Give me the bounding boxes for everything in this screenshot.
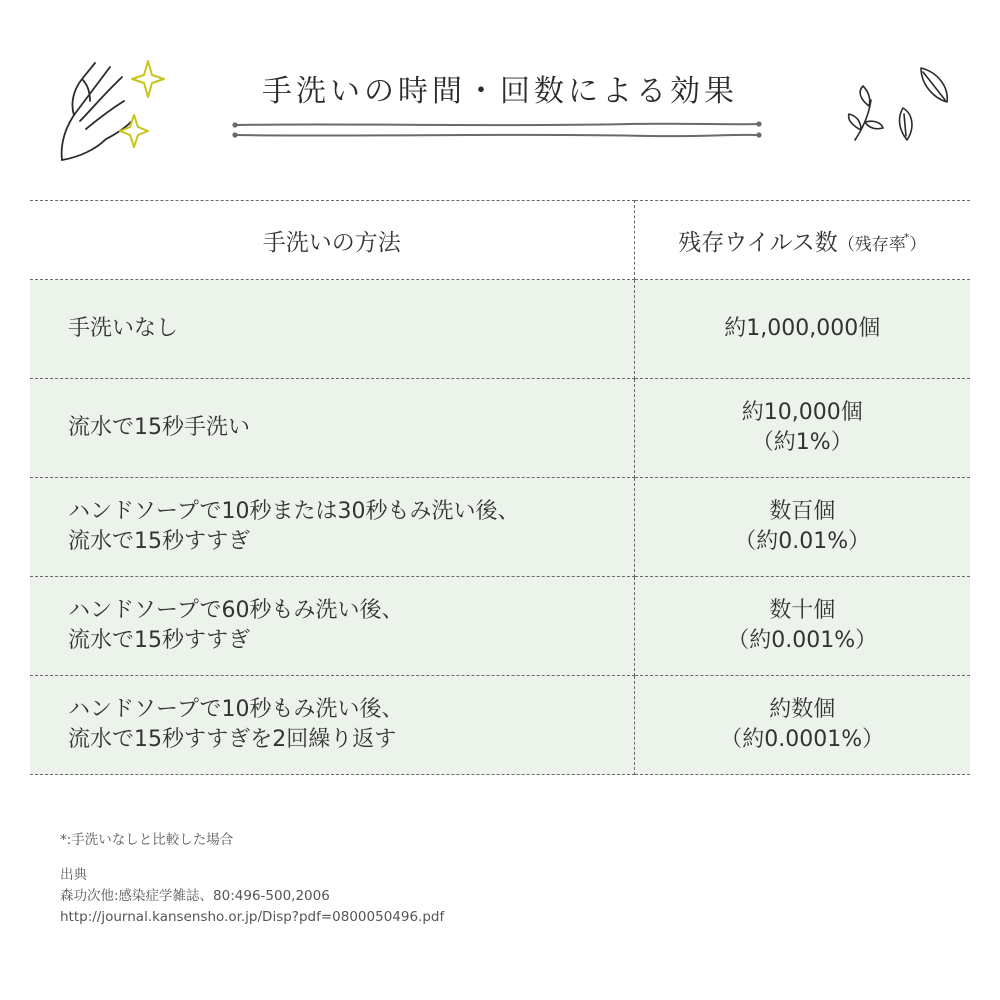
footnote: *:手洗いなしと比較した場合 (60, 832, 234, 848)
method-cell (30, 379, 634, 478)
method-text: 流水で15秒手洗い (68, 415, 250, 440)
table-row (30, 676, 970, 775)
method-text: 流水で15秒すすぎ (68, 628, 251, 653)
method-text: ハンドソープで10秒または30秒もみ洗い後、 (68, 499, 520, 524)
method-cell (30, 280, 634, 379)
citation: 森功次他:感染症学雑誌、80:496-500,2006 (60, 888, 330, 904)
table-row (30, 379, 970, 478)
page-title: 手洗いの時間・回数による効果 (262, 74, 738, 109)
result-cell (634, 676, 970, 775)
result-header-label: 残存ウイルス数 (678, 229, 838, 256)
table-header-row (30, 201, 970, 280)
result-count: 約数個 (769, 697, 836, 722)
result-count: 数十個 (769, 598, 836, 623)
result-cell (634, 478, 970, 577)
handwash-effects-table (30, 200, 970, 775)
source-url: http://journal.kansensho.or.jp/Disp?pdf=0800050496.pdf (60, 909, 445, 925)
method-cell (30, 676, 634, 775)
footnote-mark: * (903, 230, 910, 244)
result-rate: （約1%） (751, 430, 853, 455)
result-rate: （約0.01%） (734, 529, 871, 554)
result-column-header (634, 201, 970, 280)
method-text: 流水で15秒すすぎを2回繰り返す (68, 727, 397, 752)
result-cell (634, 280, 970, 379)
result-rate: （約0.0001%） (720, 727, 885, 752)
method-cell (30, 577, 634, 676)
title-underline (230, 118, 764, 142)
result-count: 約1,000,000個 (724, 316, 881, 341)
table-row (30, 577, 970, 676)
result-header-sub-close: ） (909, 234, 927, 255)
method-text: 流水で15秒すすぎ (68, 529, 251, 554)
method-cell (30, 478, 634, 577)
result-cell (634, 379, 970, 478)
result-header-sub: （残存率 (837, 234, 906, 255)
result-cell (634, 577, 970, 676)
method-text: 手洗いなし (68, 316, 179, 341)
notes-section (60, 830, 444, 928)
method-column-header: 手洗いの方法 (30, 201, 634, 280)
table-row (30, 478, 970, 577)
source-label: 出典 (60, 867, 87, 883)
method-text: ハンドソープで60秒もみ洗い後、 (68, 598, 404, 623)
method-text: ハンドソープで10秒もみ洗い後、 (68, 697, 404, 722)
result-count: 数百個 (769, 499, 836, 524)
result-rate: （約0.001%） (727, 628, 878, 653)
result-count: 約10,000個 (741, 400, 863, 425)
table-row (30, 280, 970, 379)
